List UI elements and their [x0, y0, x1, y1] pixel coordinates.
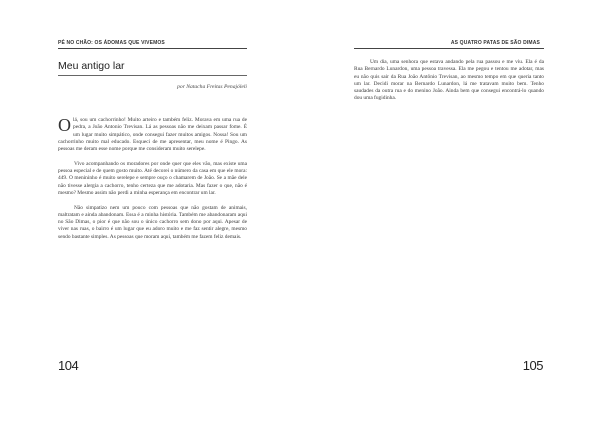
- paragraph-1-text: lá, sou um cachorrinho! Muito arteiro e também feliz. Morava em uma rua de pedra, a João Antonio Trevisan. Lá as pessoas não me deixam passar fome. É um lugar muito simpático, onde consegui fazer muitos amigos. Nossa! Sou um cachorrinho muito mal educado. Esqueci de me apresentar, meu nome é Pingo. As pessoas me deram esse nome porque me consideram muito serelepe.: [58, 117, 247, 153]
- paragraph-2: Vivo acompanhando os moradores por onde quer que eles vão, mas existe uma pessoa especial e de quem gosto muito. Até decorei o número da casa em que ele mora: 449. O menininho é muito serelepe e sempre ouço o chamarem de João. Se a mãe dele não tivesse alergia a cachorro, tenho certeza que me adotaria. Mas fazer o que, não é mesmo? Mesmo assim não perdi a minha esperança em encontrar um lar.: [58, 160, 247, 196]
- paragraph-3: Não simpatizo nem um pouco com pessoas que não gostam de animais, maltratam e ainda abandonam. Essa é a minha história. Também me abandonaram aqui no São Dimas, o pior é que não sou o único cachorro sem dono por aqui. Apesar de viver nas ruas, o bairro é um lugar que eu adoro muito e me faz sentir alegre, mesmo sendo bastante simples. As pessoas que moram aqui, também me fazem feliz demais.: [58, 204, 247, 240]
- drop-cap: O: [58, 115, 71, 135]
- author-byline: por Natacha Freitas Penajóleli: [177, 84, 247, 90]
- story-body: [58, 117, 247, 241]
- story-title: Meu antigo lar: [58, 60, 125, 72]
- header-rule: [354, 48, 544, 49]
- running-head: PÉ NO CHÃO: OS ÁDOMAS QUE VIVEMOS: [58, 40, 165, 46]
- paragraph-1: [58, 117, 247, 153]
- header-rule: [58, 48, 247, 49]
- right-page: [300, 0, 600, 423]
- paragraph-1: Um dia, uma senhora que estava andando pela rua passou e me viu. Ela é da Rua Bernardo Lunardon, uma pessoa travessa. Ela me pegou e tentou me adotar, mas eu não quis sair da Rua João Antônio Trevisan, ao mesmo tempo em que queria tanto um lar. Decidi morar na Bernardo Lunardon, lá me tratavam muito bem. Tenho saudades da outra rua e do menino João. Ainda bem que consegui encontrá-lo quando dou uma fugidinha.: [354, 59, 544, 102]
- page-number: 105: [522, 358, 543, 373]
- running-head: AS QUATRO PATAS DE SÃO DIMAS: [450, 40, 540, 46]
- story-body: [354, 59, 544, 103]
- title-rule: [58, 75, 247, 76]
- page-number: 104: [58, 358, 79, 373]
